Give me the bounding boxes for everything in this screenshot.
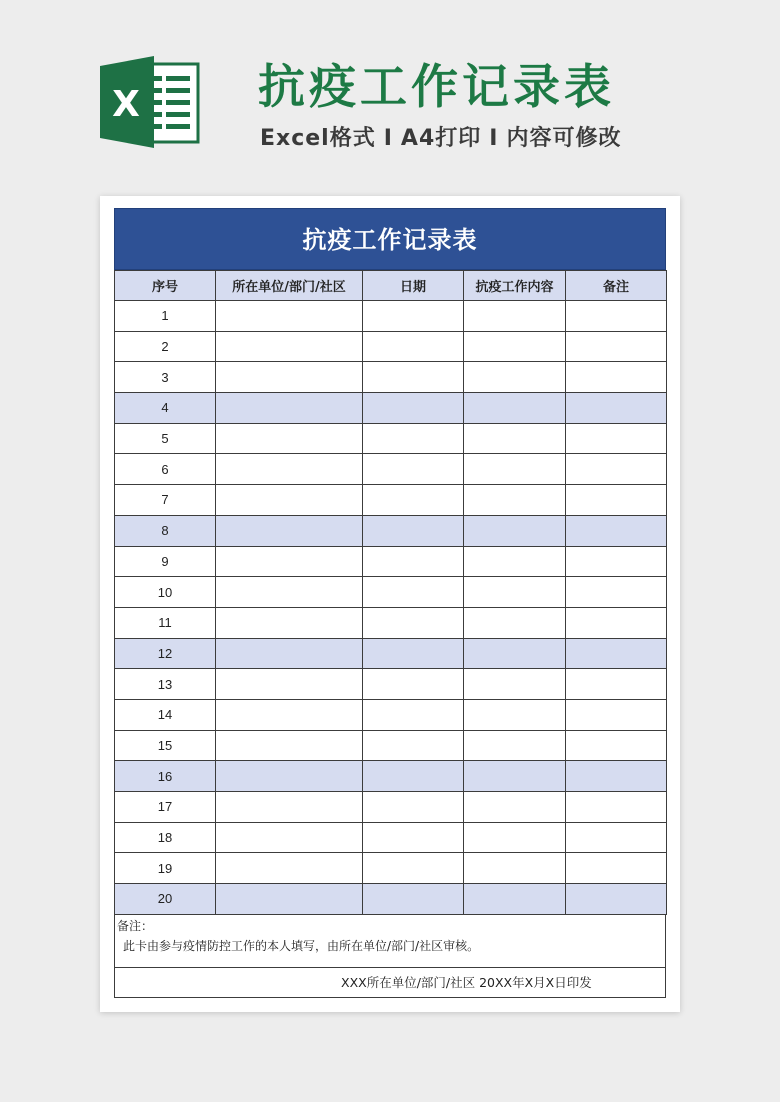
cell-content[interactable] — [464, 515, 566, 546]
cell-date[interactable] — [363, 822, 464, 853]
cell-content[interactable] — [464, 761, 566, 792]
table-row — [115, 454, 667, 485]
cell-no: 16 — [115, 761, 216, 792]
cell-date[interactable] — [363, 853, 464, 884]
cell-date[interactable] — [363, 485, 464, 516]
table-row — [115, 822, 667, 853]
cell-remark[interactable] — [566, 884, 667, 915]
table-row — [115, 393, 667, 424]
notes-text: 此卡由参与疫情防控工作的本人填写，由所在单位/部门/社区审核。 — [123, 938, 480, 953]
table-row — [115, 730, 667, 761]
cell-no: 4 — [115, 393, 216, 424]
column-header-no: 序号 — [115, 271, 216, 301]
record-table — [114, 270, 667, 915]
table-row — [115, 884, 667, 915]
cell-no: 18 — [115, 822, 216, 853]
cell-no: 8 — [115, 515, 216, 546]
cell-no: 7 — [115, 485, 216, 516]
cell-remark[interactable] — [566, 792, 667, 823]
column-header-unit: 所在单位/部门/社区 — [216, 271, 363, 301]
cell-unit[interactable] — [216, 761, 363, 792]
cell-remark[interactable] — [566, 669, 667, 700]
cell-content[interactable] — [464, 423, 566, 454]
cell-content[interactable] — [464, 607, 566, 638]
cell-unit[interactable] — [216, 331, 363, 362]
column-header-remark: 备注 — [566, 271, 667, 301]
cell-content[interactable] — [464, 485, 566, 516]
table-row — [115, 792, 667, 823]
subtitle — [260, 124, 621, 154]
sheet-title: 抗疫工作记录表 — [114, 208, 666, 270]
page-title: 抗疫工作记录表 — [258, 60, 615, 115]
cell-remark[interactable] — [566, 546, 667, 577]
cell-content[interactable] — [464, 301, 566, 332]
table-row — [115, 669, 667, 700]
cell-date[interactable] — [363, 699, 464, 730]
cell-content[interactable] — [464, 393, 566, 424]
cell-remark[interactable] — [566, 607, 667, 638]
table-row — [115, 515, 667, 546]
cell-date[interactable] — [363, 669, 464, 700]
cell-date[interactable] — [363, 393, 464, 424]
table-row — [115, 853, 667, 884]
cell-date[interactable] — [363, 423, 464, 454]
cell-no: 12 — [115, 638, 216, 669]
record-sheet — [114, 208, 666, 998]
cell-date[interactable] — [363, 884, 464, 915]
paper-sheet — [100, 196, 680, 1012]
excel-logo-icon — [100, 56, 200, 148]
cell-content[interactable] — [464, 546, 566, 577]
table-row — [115, 607, 667, 638]
cell-unit[interactable] — [216, 546, 363, 577]
cell-content[interactable] — [464, 822, 566, 853]
cell-content[interactable] — [464, 669, 566, 700]
cell-remark[interactable] — [566, 454, 667, 485]
cell-unit[interactable] — [216, 730, 363, 761]
cell-unit[interactable] — [216, 423, 363, 454]
cell-remark[interactable] — [566, 822, 667, 853]
cell-date[interactable] — [363, 362, 464, 393]
cell-unit[interactable] — [216, 884, 363, 915]
column-header-content: 抗疫工作内容 — [464, 271, 566, 301]
cell-no: 17 — [115, 792, 216, 823]
cell-unit[interactable] — [216, 577, 363, 608]
subtitle-separator: I — [383, 126, 393, 151]
cell-unit[interactable] — [216, 607, 363, 638]
cell-date[interactable] — [363, 607, 464, 638]
column-header-date: 日期 — [363, 271, 464, 301]
subtitle-print: A4打印 — [400, 126, 482, 151]
cell-unit[interactable] — [216, 669, 363, 700]
table-row — [115, 423, 667, 454]
cell-date[interactable] — [363, 730, 464, 761]
cell-date[interactable] — [363, 761, 464, 792]
cell-no: 11 — [115, 607, 216, 638]
cell-unit[interactable] — [216, 301, 363, 332]
cell-remark[interactable] — [566, 301, 667, 332]
cell-remark[interactable] — [566, 362, 667, 393]
cell-content[interactable] — [464, 792, 566, 823]
cell-content[interactable] — [464, 454, 566, 485]
table-row — [115, 699, 667, 730]
table-row — [115, 301, 667, 332]
subtitle-format: Excel格式 — [260, 126, 376, 151]
cell-date[interactable] — [363, 454, 464, 485]
table-row — [115, 331, 667, 362]
cell-unit[interactable] — [216, 393, 363, 424]
cell-remark[interactable] — [566, 761, 667, 792]
cell-unit[interactable] — [216, 638, 363, 669]
cell-date[interactable] — [363, 546, 464, 577]
cell-unit[interactable] — [216, 792, 363, 823]
cell-no: 9 — [115, 546, 216, 577]
table-row — [115, 362, 667, 393]
cell-unit[interactable] — [216, 454, 363, 485]
cell-unit[interactable] — [216, 362, 363, 393]
table-row — [115, 546, 667, 577]
cell-no: 5 — [115, 423, 216, 454]
cell-content[interactable] — [464, 362, 566, 393]
issue-footer: XXX所在单位/部门/社区 20XX年X月X日印发 — [114, 968, 666, 998]
table-row — [115, 638, 667, 669]
cell-date[interactable] — [363, 331, 464, 362]
cell-no: 13 — [115, 669, 216, 700]
cell-no: 3 — [115, 362, 216, 393]
table-row — [115, 485, 667, 516]
cell-date[interactable] — [363, 577, 464, 608]
cell-remark[interactable] — [566, 638, 667, 669]
cell-remark[interactable] — [566, 699, 667, 730]
cell-content[interactable] — [464, 699, 566, 730]
cell-no: 6 — [115, 454, 216, 485]
cell-remark[interactable] — [566, 577, 667, 608]
cell-no: 1 — [115, 301, 216, 332]
table-header-row — [115, 271, 667, 301]
cell-date[interactable] — [363, 515, 464, 546]
cell-no: 20 — [115, 884, 216, 915]
cell-remark[interactable] — [566, 730, 667, 761]
cell-date[interactable] — [363, 792, 464, 823]
subtitle-editable: 内容可修改 — [506, 126, 622, 151]
cell-content[interactable] — [464, 331, 566, 362]
notes-label: 备注： — [117, 918, 154, 933]
cell-content[interactable] — [464, 884, 566, 915]
cell-remark[interactable] — [566, 853, 667, 884]
cell-content[interactable] — [464, 730, 566, 761]
cell-date[interactable] — [363, 638, 464, 669]
notes-box — [114, 915, 666, 968]
table-row — [115, 577, 667, 608]
logo-letter: X — [112, 84, 140, 125]
cell-unit[interactable] — [216, 515, 363, 546]
cell-content[interactable] — [464, 638, 566, 669]
cell-remark[interactable] — [566, 331, 667, 362]
cell-remark[interactable] — [566, 423, 667, 454]
cell-no: 2 — [115, 331, 216, 362]
cell-no: 15 — [115, 730, 216, 761]
cell-remark[interactable] — [566, 485, 667, 516]
cell-no: 19 — [115, 853, 216, 884]
cell-unit[interactable] — [216, 485, 363, 516]
cell-date[interactable] — [363, 301, 464, 332]
cell-content[interactable] — [464, 577, 566, 608]
cell-no: 10 — [115, 577, 216, 608]
table-row — [115, 761, 667, 792]
subtitle-separator: I — [489, 126, 499, 151]
cell-remark[interactable] — [566, 393, 667, 424]
cell-remark[interactable] — [566, 515, 667, 546]
cell-unit[interactable] — [216, 699, 363, 730]
cell-unit[interactable] — [216, 822, 363, 853]
cell-unit[interactable] — [216, 853, 363, 884]
cell-content[interactable] — [464, 853, 566, 884]
cell-no: 14 — [115, 699, 216, 730]
